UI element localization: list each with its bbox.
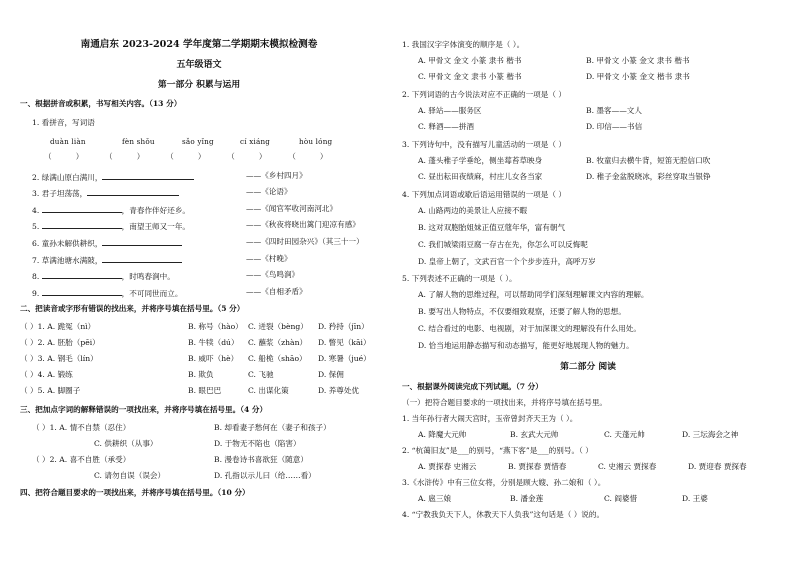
s3-row4-col1: C. 请勿自误（误会） [94, 471, 166, 480]
s2-row3-col2: B. 威吓（hè） [188, 354, 239, 363]
reading-instruction: （一）把符合题目要求的一项找出来，并将序号填在括号里。 [402, 398, 608, 407]
rq3-option-3: D. 王婆 [682, 494, 708, 503]
q5-line: 5. ，南望王师又一年。 [32, 222, 191, 231]
rq1-option-1: B. 玄武大元帅 [510, 430, 559, 439]
q4-line: 4. ，青春作伴好还乡。 [32, 206, 191, 215]
q6-source: ——《四时田园杂兴》（其三十一） [246, 237, 364, 246]
r1-option-1: B. 甲骨文 小篆 金文 隶书 楷书 [586, 56, 690, 65]
q1-label: 1. 看拼音，写词语 [32, 118, 95, 127]
r2-option-2: C. 释酒——拼酒 [418, 122, 474, 131]
s3-row1-col1: （ ）1. A. 情不自禁（忍住） [32, 423, 131, 432]
s3-row1-col2: B. 却看妻子愁何在（妻子和孩子） [214, 423, 331, 432]
s3-row3-col1: （ ）2. A. 喜不自胜（承受） [32, 455, 131, 464]
q3-line: 3. 君子坦荡荡， [32, 187, 179, 199]
rq2-question: 2. “杭蔼旧友”是___的别号，“燕下客”是___的别号。（ ） [402, 446, 593, 455]
s3-row2-col2: D. 于物无不陷也（陷害） [214, 439, 301, 448]
s3-row2-col1: C. 供耕织（从事） [94, 439, 158, 448]
s2-row2-col1: （ ）2. A. 胚胎（pēi） [20, 338, 100, 347]
s2-row3-col1: （ ）3. A. 钢毛（lín） [20, 354, 98, 363]
r5-question: 5. 下列表述不正确的一项是（ ）。 [402, 274, 517, 283]
section4-heading: 四、把符合题目要求的一项找出来，并将序号填在括号里。（10 分） [20, 488, 250, 497]
right-column [398, 0, 778, 561]
q9-line: 9. ，不可同世而立。 [32, 289, 183, 298]
rq2-option-1: B. 贾探春 贾惜春 [508, 462, 567, 471]
s2-row5-col1: （ ）5. A. 脚圈子 [20, 386, 81, 395]
s2-row4-col2: B. 欺负 [188, 370, 214, 379]
q5-source: ——《秋夜将晓出篱门迎凉有感》 [246, 220, 360, 229]
rq3-question: 3.《水浒传》中有三位女将，分别是顾大嫂、孙二娘和（ ）。 [402, 478, 606, 487]
r1-option-3: D. 甲骨文 小篆 金文 楷书 隶书 [586, 72, 690, 81]
q3-source: ——《论语》 [246, 187, 292, 196]
s2-row2-col4: D. 瞥见（kāi） [318, 338, 371, 347]
s2-row4-col3: C. 飞驰 [248, 370, 274, 379]
r2-option-1: B. 墨客——文人 [586, 106, 642, 115]
s2-row2-col2: B. 牛犊（dú） [188, 338, 239, 347]
r2-option-0: A. 驿站——服务区 [418, 106, 482, 115]
s2-row5-col2: B. 眼巴巴 [188, 386, 222, 395]
s2-row1-col3: C. 迸裂（bèng） [248, 322, 308, 331]
r4-option-3: D. 皇帝上朝了，文武百官一个个步步连升，高呼万岁 [418, 257, 596, 266]
s2-row3-col3: C. 船桅（shāo） [248, 354, 307, 363]
r2-option-3: D. 印信——书信 [586, 122, 643, 131]
rq3-option-1: B. 潘金莲 [510, 494, 544, 503]
q9-source: ——《自相矛盾》 [246, 287, 307, 296]
left-column [18, 0, 380, 561]
pinyin-1: duàn liàn [50, 137, 86, 146]
r3-question: 3. 下列诗句中，没有描写儿童活动的一项是（ ） [402, 140, 566, 149]
r3-option-0: A. 蓬头稚子学垂纶，侧坐莓苔草映身 [418, 156, 543, 165]
q7-source: ——《村晚》 [246, 254, 292, 263]
rq2-option-0: A. 贾探春 史湘云 [418, 462, 477, 471]
rq2-option-2: C. 史湘云 贾探春 [598, 462, 657, 471]
rq2-option-3: D. 贾迎春 贾探春 [688, 462, 747, 471]
rq1-question: 1. 当年孙行者大闹天宫时，玉帝曾封齐天王为（ ）。 [402, 414, 578, 423]
r4-question: 4. 下列加点词语或歇后语运用错误的一项是（ ） [402, 190, 566, 199]
r5-option-3: D. 恰当地运用静态描写和动态描写，能更好地展现人物的魅力。 [418, 341, 634, 350]
pinyin-3: sǎo yǐng [182, 137, 214, 146]
s2-row1-col4: D. 矜持（jīn） [318, 322, 369, 331]
s2-row4-col4: D. 保佣 [318, 370, 344, 379]
r1-question: 1. 我国汉字字体演变的顺序是（ ）。 [402, 40, 525, 49]
subject-title: 五年级语文 [176, 60, 222, 70]
q2-source: ——《乡村四月》 [246, 171, 307, 180]
s2-row4-col1: （ ）4. A. 锻练 [20, 370, 73, 379]
q7-line: 7. 草满池塘水满陂， [32, 254, 182, 266]
q2-line: 2. 绿满山原白满川， [32, 171, 194, 183]
part2-title: 第二部分 阅读 [560, 362, 616, 372]
r4-option-1: B. 这对双胞胎姐妹正值豆蔻年华，富有朝气 [418, 223, 566, 232]
rq1-option-0: A. 降魔大元帅 [418, 430, 467, 439]
r4-option-0: A. 山路两边的美景让人应接不暇 [418, 206, 528, 215]
q8-line: 8. ，时鸣春涧中。 [32, 272, 175, 281]
pinyin-2: fèn shǒu [122, 137, 155, 146]
q6-line: 6. 童孙未解供耕织， [32, 237, 182, 249]
r5-option-0: A. 了解人物的思维过程，可以帮助同学们深刻理解课文内容的理解。 [418, 290, 649, 299]
rq3-option-2: C. 阎婆惜 [604, 494, 638, 503]
s2-row1-col1: （ ）1. A. 跪冤（nì） [20, 322, 96, 331]
r5-option-2: C. 结合看过的电影、电视剧，对于加深课文的理解没有什么用处。 [418, 324, 641, 333]
q4-source: ——《闻官军收河南河北》 [246, 204, 338, 213]
s2-row2-col3: C. 蘸浆（zhàn） [248, 338, 308, 347]
s2-row5-col3: C. 出谋化策 [248, 386, 289, 395]
r3-option-3: D. 稚子金盆脱晓冰，彩丝穿取当银铮 [586, 172, 711, 181]
rq1-option-3: D. 三坛海会之神 [682, 430, 739, 439]
section2-heading: 二、把读音或字形有错误的找出来，并将序号填在括号里。（5 分） [20, 304, 245, 313]
s2-row5-col4: D. 养尊处优 [318, 386, 360, 395]
r3-option-2: C. 昼出耘田夜绩麻，村庄儿女各当家 [418, 172, 543, 181]
section1-heading: 一、根据拼音或积累，书写相关内容。（13 分） [20, 99, 182, 108]
rq1-option-2: C. 天蓬元帅 [604, 430, 645, 439]
pinyin-4: cí xiáng [240, 137, 271, 146]
r1-option-0: A. 甲骨文 金文 小篆 隶书 楷书 [418, 56, 522, 65]
pinyin-5: hòu lóng [299, 137, 333, 146]
r5-option-1: B. 要写出人物特点，不仅要细致观察，还要了解人物的思想。 [418, 307, 626, 316]
r1-option-2: C. 甲骨文 金文 隶书 小篆 楷书 [418, 72, 522, 81]
r3-option-1: B. 牧童归去横牛背，短笛无腔信口吹 [586, 156, 711, 165]
q8-source: ——《鸟鸣涧》 [246, 270, 300, 279]
part1-title: 第一部分 积累与运用 [157, 80, 241, 90]
s2-row1-col2: B. 称号（hào） [188, 322, 243, 331]
s3-row4-col2: D. 孔指以示儿曰（给……看） [214, 471, 316, 480]
s2-row3-col4: D. 寒暑（jué） [318, 354, 371, 363]
section3-heading: 三、把加点字词的解释错误的一项找出来，并将序号填在括号里。（4 分） [20, 405, 268, 414]
r2-question: 2. 下列词语的古今说法对应不正确的一项是（ ） [402, 90, 566, 99]
pinyin-answer-row[interactable]: （ ） （ ） （ ） （ ） （ ） [44, 152, 328, 161]
s3-row3-col2: B. 漫卷诗书喜欲狂（随意） [214, 455, 308, 464]
rq3-option-0: A. 扈三娘 [418, 494, 452, 503]
rq4-question: 4. “宁教我负天下人，休教天下人负我”这句话是（ ）说的。 [402, 510, 605, 519]
r4-option-2: C. 我们城梁雨豆腐一存古在先，你怎么可以反悔呢 [418, 240, 588, 249]
reading-section1-heading: 一、根据课外阅读完成下列试题。（7 分） [402, 382, 543, 391]
exam-title: 南通启东 2023-2024 学年度第二学期期末模拟检测卷 [80, 39, 318, 50]
